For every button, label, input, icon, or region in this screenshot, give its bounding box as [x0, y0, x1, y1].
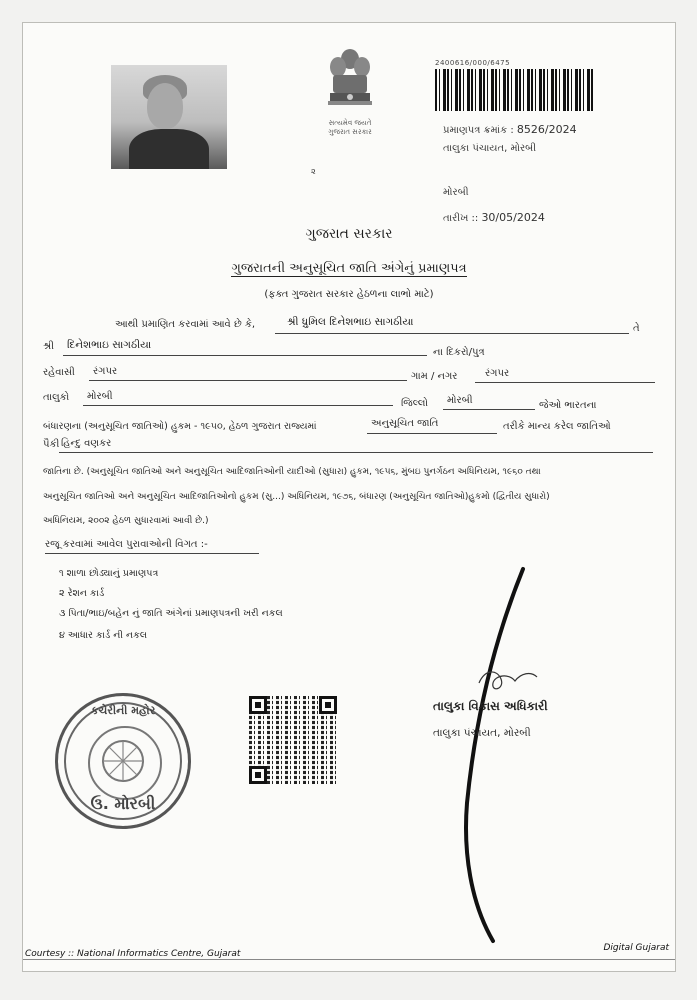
father-name-line	[63, 337, 427, 356]
district-label: જિલ્લો	[401, 398, 428, 409]
certificate-page	[22, 22, 676, 972]
legal-text-3: અધિનિયમ, ૨૦૦૨ હેઠળ સુધારવામાં આવી છે.)	[43, 516, 209, 526]
applicant-photo	[111, 65, 227, 169]
evidence-heading: રજૂ કરવામાં આવેલ પુરાવાઓની વિગત :-	[45, 539, 259, 554]
intro-text: આથી પ્રમાણિત કરવામાં આવે છે કે,	[115, 319, 256, 330]
village-label: ગામ / નગર	[411, 371, 458, 382]
cert-no-label: પ્રમાણપત્ર ક્રમાંક :	[443, 125, 514, 136]
evidence-item: ૧ શાળા છોડ્યાનું પ્રમાણપત્ર	[59, 568, 159, 579]
emblem-caption-2: ગુજરાત સરકાર	[328, 128, 372, 136]
father-name: દિનેશભાઇ સાગઠીયા	[67, 339, 152, 351]
district-value: મોરબી	[447, 395, 473, 406]
shri-label: શ્રી	[43, 341, 55, 352]
signatory-office: તાલુકા પંચાયત, મોરબી	[433, 727, 531, 739]
footer-courtesy: Courtesy :: National Informatics Centre, Gujarat	[25, 949, 241, 959]
legal-text-1: જાતિના છે. (અનુસૂચિત જાતિઓ અને અનુસૂચિત આદિજાતિઓની યાદીઓ (સુધારા) હુકમ, ૧૯૫૬, મુંબઇ પુનર્ગઠન અધિનિયમ, ૧૯૬૦ તથા	[43, 467, 541, 477]
lion-capital-icon	[325, 45, 375, 115]
seal-wheel-icon	[98, 736, 148, 786]
state-emblem	[315, 45, 385, 149]
page-mark: ૨	[311, 167, 316, 176]
applicant-name-line	[275, 315, 629, 334]
certificate-note: (ફક્ત ગુજરાત સરકાર હેઠળના લાભો માટે)	[264, 289, 434, 300]
certificate-title	[23, 261, 675, 276]
barcode-number: 2400616/000/6475	[435, 59, 511, 67]
footer-brand: Digital Gujarat	[603, 943, 669, 953]
emblem-caption-1: સત્યમેવ જયતે	[328, 119, 372, 127]
suffix-te: તે	[633, 323, 640, 334]
signatory-title: તાલુકા વિકાસ અધિકારી	[433, 699, 548, 713]
village-line	[475, 367, 655, 383]
country-text: જેઓ ભારતના	[539, 400, 597, 411]
office-seal	[55, 693, 191, 829]
evidence-item: ૪ આધાર કાર્ડ ની નકલ	[59, 630, 148, 641]
caste-prefix: પૈકી	[43, 439, 60, 450]
evidence-item: ૨ રેશન કાર્ડ	[59, 588, 105, 599]
resident-label: રહેવાસી	[43, 367, 75, 378]
government-title: ગુજરાત સરકાર	[305, 226, 393, 242]
date-label: તારીખ ::	[443, 213, 479, 224]
district-line	[443, 393, 535, 410]
relation-text: ના દિકરો/પુત્ર	[433, 347, 485, 358]
certificate-title-text: ગુજરાતની અનુસૂચિત જાતિ અંગેનું પ્રમાણપત્ર	[231, 261, 467, 276]
evidence-item: ૩ પિતા/ભાઇ/બહેન નું જાતિ અંગેનાં પ્રમાણપત્રની ખરી નકલ	[59, 608, 283, 619]
caste-line	[59, 436, 653, 453]
legal-text-2: અનુસૂચિત જાતિઓ અને અનુસૂચિત આદિજાતિઓનો હુકમ (સુ...) અધિનિયમ, ૧૯૭૬, બંધારણ (અનુસૂચિત જાતિઓ)હુકમો (દ્વિતીય સુધારો)	[43, 492, 550, 502]
resident-line	[89, 365, 407, 381]
constitution-text: બંધારણના (અનુસૂચિત જાતિઓ) હુકમ - ૧૯૫૦, હેઠળ ગુજરાત રાજ્યમાં	[43, 421, 317, 432]
taluka-value: મોરબી	[87, 391, 113, 402]
issue-date	[443, 211, 545, 224]
recognised-text: તરીકે માન્ય કરેલ જાતિઓ	[503, 421, 611, 432]
sc-value: અનુસૂચિત જાતિ	[371, 418, 439, 429]
resident-value: રંગપર	[93, 366, 118, 377]
footer-divider	[23, 959, 675, 960]
sc-line	[367, 417, 497, 434]
barcode	[435, 69, 593, 111]
taluka-label: તાલુકો	[43, 392, 70, 403]
seal-text-top: કચેરીની મહોર	[90, 704, 156, 717]
applicant-name: શ્રી ધ્રુમિલ દિનેશભાઇ સાગઠીયા	[287, 316, 414, 328]
issue-place: મોરબી	[443, 187, 469, 198]
cert-no-value: 8526/2024	[516, 123, 577, 136]
qr-code	[249, 696, 337, 784]
village-value: રંગપર	[485, 368, 510, 379]
date-value: 30/05/2024	[481, 211, 545, 224]
taluka-line	[83, 389, 393, 406]
issuing-office: તાલુકા પંચાયત, મોરબી	[443, 143, 537, 154]
seal-text-bottom: ઉ. મોરબી	[90, 794, 156, 813]
caste-value: હિન્દુ વણકર	[61, 438, 112, 449]
certificate-number	[443, 123, 577, 136]
